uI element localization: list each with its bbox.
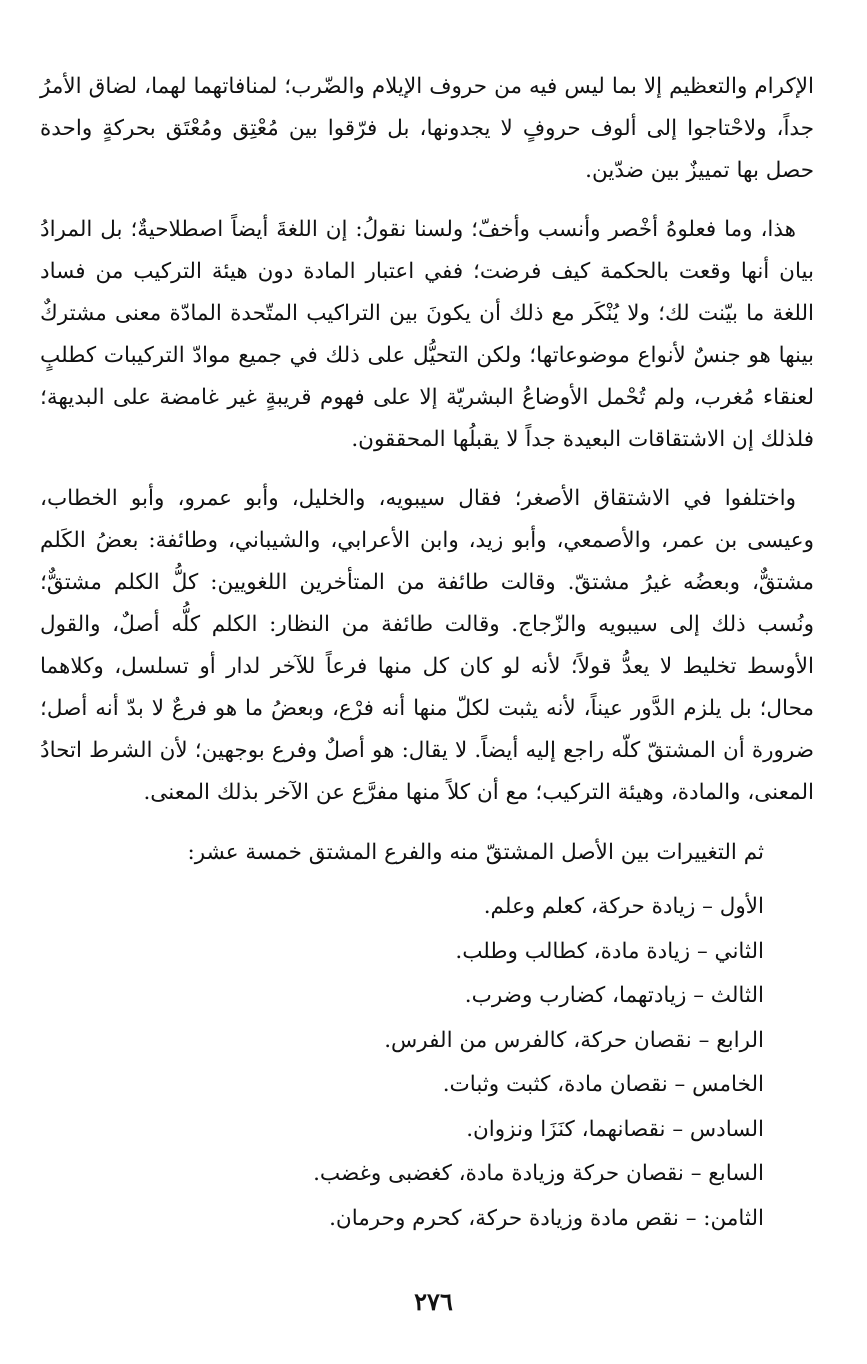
list-item: الرابع – نقصان حركة، كالفرس من الفرس. [384,1027,764,1053]
paragraph-1: الإكرام والتعظيم إلا بما ليس فيه من حروف الإيلام والضّرب؛ لمنافاتهما لهما، لضاق الأمرُ جداً، ولاحْتاجوا إلى ألوف حروفٍ لا يجدونها، بل فرّقوا بين مُعْتِق ومُعْتَق بحركةٍ واحدة حصل بها تمييزٌ بين ضدّين. [40,74,814,183]
list-item: الثامن: – نقص مادة وزيادة حركة، كحرم وحرمان. [329,1205,764,1231]
list-intro: ثم التغييرات بين الأصل المشتقّ منه والفرع المشتق خمسة عشر: [187,840,764,865]
list-item: السادس – نقصانهما، كنَزَا ونزوان. [466,1116,764,1142]
changes-list [40,885,814,1241]
list-item: الأول – زيادة حركة، كعلم وعلم. [483,894,764,919]
list-item: السابع – نقصان حركة وزيادة مادة، كغضبى وغضب. [313,1161,764,1186]
page-text [40,66,814,1241]
page-number: ٢٧٦ [414,1287,453,1316]
paragraph-2: هذا، وما فعلوهُ أخْصر وأنسب وأخفّ؛ ولسنا نقولُ: إن اللغةَ أيضاً اصطلاحيةٌ؛ بل المرادُ بيان أنها وقعت بالحكمة كيف فرضت؛ ففي اعتبار المادة دون هيئة التركيب من فساد اللغة ما بيّنت لك؛ ولا يُنْكَر مع ذلك أن يكونَ بين التراكيب المتّحدة المادّة معنى مشتركٌ بينها هو جنسٌ لأنواع موضوعاتها؛ ولكن التحيُّل على ذلك في جميع موادّ التركيبات كطلبٍ لعنقاء مُغرب، ولم تُحْمل الأوضاعُ البشريّة إلا على فهوم قريبةٍ غير غامضة على البديهة؛ فلذلك إن الاشتقاقات البعيدة جداً لا يقبلُها المحققون. [40,217,814,452]
list-item: الثاني – زيادة مادة، كطالب وطلب. [455,938,764,964]
paragraph-3: واختلفوا في الاشتقاق الأصغر؛ فقال سيبويه، والخليل، وأبو عمرو، وأبو الخطاب، وعيسى بن عمر، والأصمعي، وأبو زيد، وابن الأعرابي، والشيباني، وطائفة: بعضُ الكَلم مشتقٌّ، وبعضُه غيرُ مشتقّ. وقالت طائفة من المتأخرين اللغويين: كلُّ الكلم مشتقٌّ؛ ونُسب ذلك إلى سيبويه والزّجاج. وقالت طائفة من النظار: الكلم كلُّه أصلٌ، والقول الأوسط تخليط لا يعدُّ قولاً؛ لأنه لو كان كل منها فرعاً للآخر لدار أو تسلسل، وكلاهما محال؛ بل يلزم الدَّور عيناً، لأنه يثبت لكلّ منها أنه فرْع، وبعضُ ما هو فرعٌ لا بدّ أنه أصل؛ ضرورة أن المشتقّ كلّه راجع إليه أيضاً. لا يقال: هو أصلٌ وفرع بوجهين؛ لأن الشرط اتحادُ المعنى، والمادة، وهيئة التركيب؛ مع أن كلاً منها مفرَّع عن الآخر بذلك المعنى. [40,486,814,805]
list-item: الخامس – نقصان مادة، كثبت وثبات. [442,1072,764,1097]
list-item: الثالث – زيادتهما، كضارب وضرب. [464,983,764,1008]
